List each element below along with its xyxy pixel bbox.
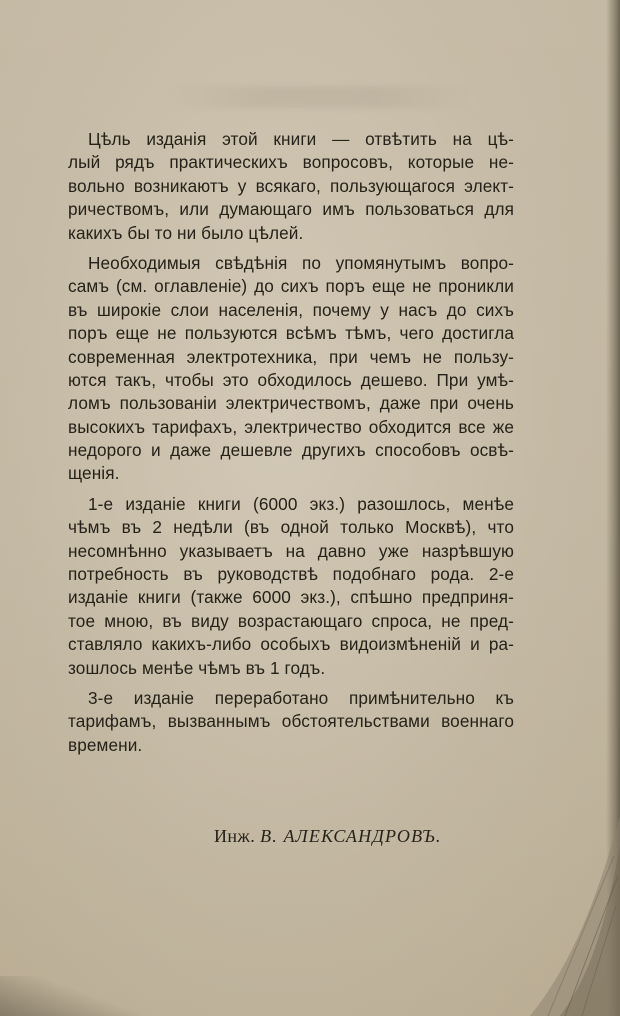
- text-line: времени.: [68, 734, 143, 755]
- text-line: ричествомъ, или думающаго имъ пользоваться для: [68, 199, 514, 220]
- page-curl: [510, 816, 620, 1016]
- text-line: щенія.: [68, 463, 120, 484]
- paragraph-1: [68, 128, 514, 245]
- text-line: ломъ пользованіи электричествомъ, даже при очень: [68, 393, 514, 414]
- corner-shadow: [0, 976, 140, 1016]
- text-line: тое мною, въ виду возрастающаго спроса, не пред-: [68, 610, 514, 631]
- preface-text: [68, 128, 514, 764]
- text-line: современная электротехника, при чемъ не пользу-: [68, 346, 514, 367]
- paragraph-3: [68, 493, 514, 680]
- text-line: въ широкіе слои населенія, почему у насъ до сихъ: [68, 299, 514, 320]
- text-line: несомнѣнно указываетъ на давно уже назрѣвшую: [68, 540, 514, 561]
- text-line: ются такъ, чтобы это обходилось дешево. При умѣ-: [68, 369, 514, 390]
- text-line: высокихъ тарифахъ, электричество обходится все же: [68, 416, 514, 437]
- text-line: Цѣль изданія этой книги — отвѣтить на цѣ-: [88, 129, 514, 149]
- text-line: зошлось менѣе чѣмъ въ 1 годъ.: [68, 657, 326, 678]
- signature-prefix: Инж.: [214, 826, 256, 846]
- text-line: вольно возникаютъ у всякаго, пользующагося элект-: [68, 175, 514, 196]
- paragraph-4: [68, 687, 514, 757]
- bleed-through-shadow: [170, 86, 470, 108]
- text-line: тарифамъ, вызваннымъ обстоятельствами военнаго: [68, 711, 514, 732]
- text-line: 3-е изданіе переработано примѣнительно къ: [88, 687, 514, 708]
- text-line: самъ (см. оглавленіе) до сихъ поръ еще не проникли: [68, 276, 514, 297]
- text-line: чѣмъ въ 2 недѣли (въ одной только Москвѣ), что: [68, 517, 514, 538]
- text-line: потребность въ руководствѣ подобнаго рода. 2-е: [68, 564, 514, 585]
- author-signature: [214, 826, 514, 847]
- text-line: Необходимыя свѣдѣнія по упомянутымъ вопро-: [88, 252, 514, 273]
- text-line: недорого и даже дешевле другихъ способовъ освѣ-: [68, 440, 514, 461]
- text-line: лый рядъ практическихъ вопросовъ, которые не-: [68, 152, 514, 173]
- text-line: какихъ бы то ни было цѣлей.: [68, 222, 304, 243]
- text-line: ставляло какихъ-либо особыхъ видоизмѣненій и ра-: [68, 634, 514, 655]
- text-line: 1-е изданіе книги (6000 экз.) разошлось, менѣе: [88, 493, 514, 514]
- paragraph-2: [68, 252, 514, 486]
- author-name: В. АЛЕКСАНДРОВЪ.: [260, 826, 442, 846]
- text-line: поръ еще не пользуются всѣмъ тѣмъ, чего достигла: [68, 323, 514, 344]
- text-line: изданіе книги (также 6000 экз.), спѣшно предприня-: [68, 587, 514, 608]
